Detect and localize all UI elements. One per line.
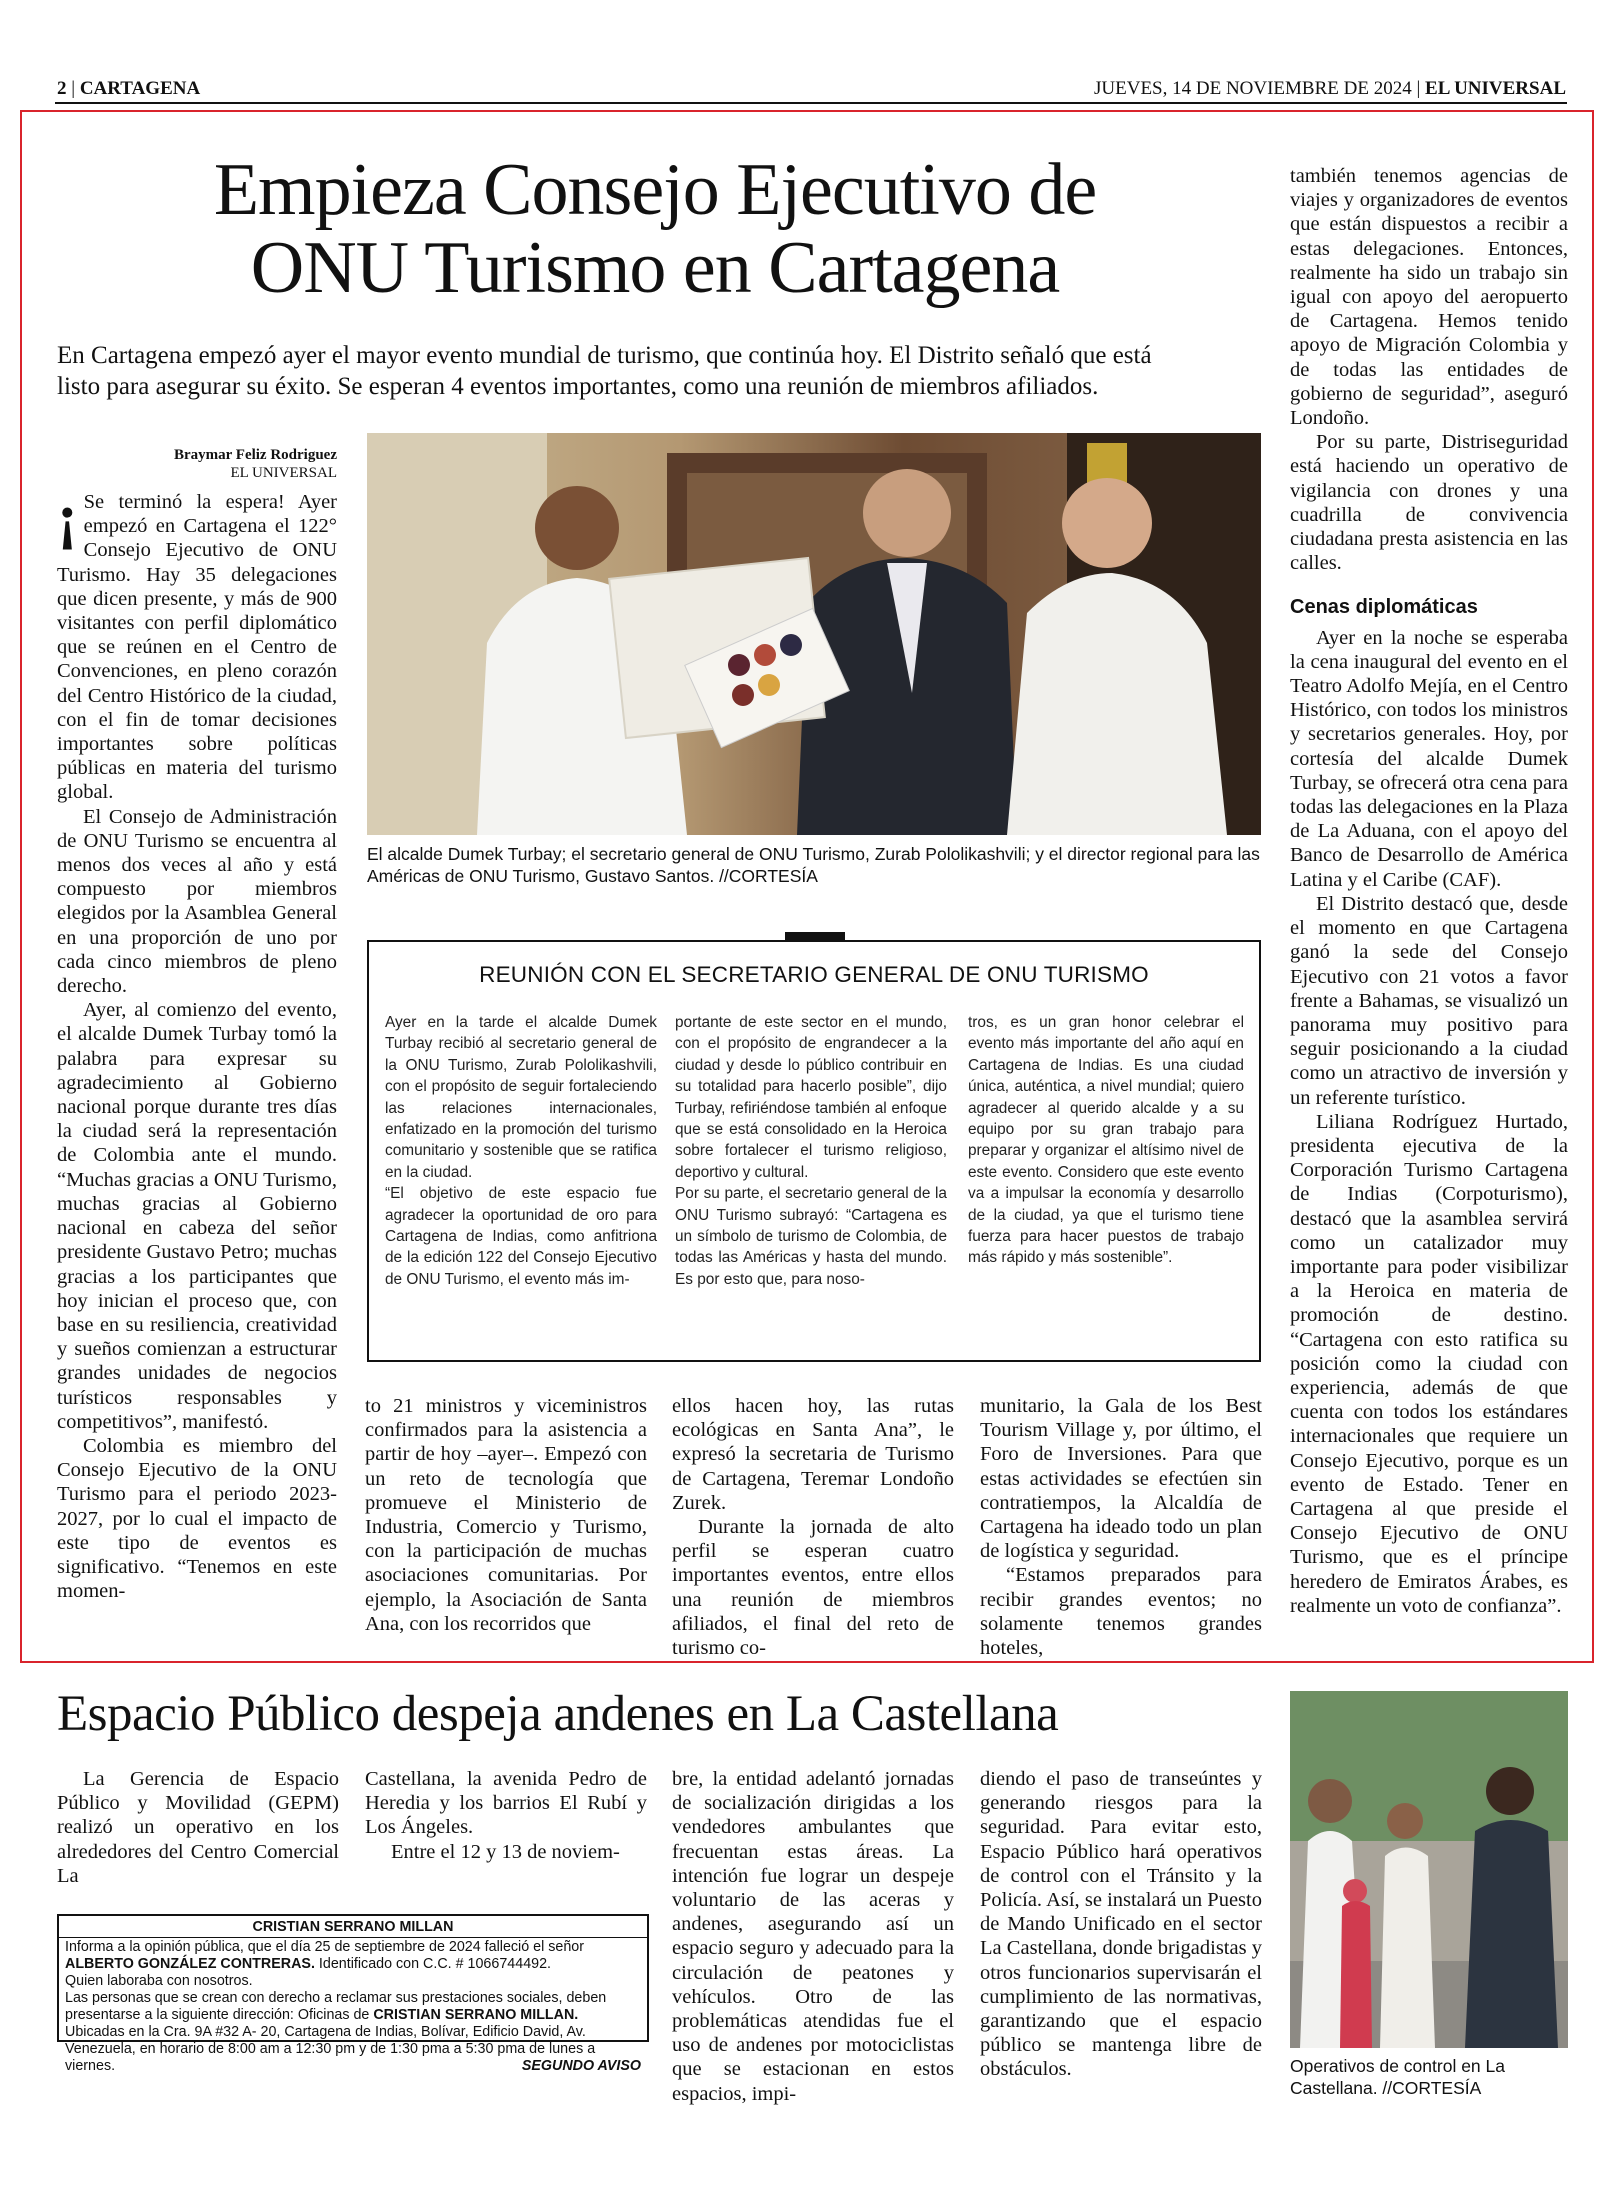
headline-line-2: ONU Turismo en Cartagena: [250, 226, 1060, 309]
drop-cap: ¡: [57, 483, 78, 551]
notice-line: [65, 1990, 641, 2075]
paragraph: Por su parte, el secretario general de la ONU Turismo subrayó: “Cartagena es un símbolo de turismo de Colombia, de todas las Américas y hasta del mundo. Es por esto que, para noso-: [675, 1185, 947, 1288]
legal-notice: [57, 1914, 649, 2074]
notice-text: Las personas que se crean con derecho a reclamar sus prestaciones sociales, deben presentarse a la siguiente dirección: Oficinas de: [65, 1990, 607, 2023]
notice-aviso: SEGUNDO AVISO: [521, 2058, 641, 2074]
paragraph: El Distrito destacó que, desde el momento en que Cartagena ganó la sede del Consejo Ejecutivo con 21 votos a favor frente a Bahamas, se visualizó un panorama muy positivo para seguir posicionando a la ciudad como un atractivo de inversión y un referente turístico.: [1290, 892, 1568, 1109]
article-column-1: [57, 483, 337, 1640]
article-2-column-3: [672, 1767, 954, 2105]
sidebar-box-title: REUNIÓN CON EL SECRETARIO GENERAL DE ONU TURISMO: [479, 962, 1149, 987]
article-column-4: [980, 1394, 1262, 1660]
subheading: Cenas diplomáticas: [1290, 596, 1478, 619]
section-name: CARTAGENA: [79, 78, 201, 99]
paragraph: to 21 ministros y viceministros confirmados para la asistencia a partir de hoy –ayer–. Empezó con un reto de tecnología que promueve el Ministerio de Industria, Comercio y Turismo, con la participación de muchas asociaciones comunitarias. Por ejemplo, la Asociación de Santa Ana, con los recorridos que: [365, 1395, 647, 1635]
paragraph: El Consejo de Administración de ONU Turismo se encuentra al menos dos veces al año y está compuesto por miembros elegidos por la Asamblea General en una proporción de uno por cada cinco miembros de pleno derecho.: [57, 805, 337, 998]
article-2-photo-caption: Operativos de control en La Castellana. //CORTESÍA: [1290, 2056, 1505, 2098]
article-headline: [60, 149, 1250, 309]
paragraph: “Estamos preparados para recibir grandes eventos; no solamente tenemos grandes hoteles,: [980, 1564, 1262, 1660]
sidebar-column-2: [675, 1012, 947, 1352]
paragraph: también tenemos agencias de viajes y organizadores de eventos que están dispuestos a recibir a estas delegaciones. Entonces, realmente ha sido un trabajo sin igual con apoyo del aeropuerto de Cartagena. Hemos tenido apoyo de Migración Colombia y de todas las entidades de gobierno de seguridad”, aseguró Londoño.: [1290, 165, 1568, 430]
article-2-column-4: [980, 1767, 1262, 2081]
paragraph: Durante la jornada de alto perfil se esperan cuatro importantes eventos, entre ellos una reunión de miembros afiliados, el final del reto de turismo co-: [672, 1516, 954, 1660]
paragraph-text: Se terminó la espera! Ayer empezó en Cartagena el 122° Consejo Ejecutivo de ONU Turismo. Hay 35 delegaciones que dicen presente, y más de 900 visitantes con perfil diplomático que se reúnen en el Centro de Convenciones, en pleno corazón del Centro Histórico de la ciudad, con el fin de tomar decisiones importantes sobre políticas públicas en materia del turismo global.: [57, 491, 337, 804]
article-column-2: [365, 1394, 647, 1649]
notice-line: [65, 1956, 641, 1973]
paragraph: Castellana, la avenida Pedro de Heredia y los barrios El Rubí y Los Ángeles.: [365, 1768, 647, 1839]
byline: [57, 446, 337, 482]
paragraph: bre, la entidad adelantó jornadas de socialización dirigidas a los vendedores ambulantes que frecuentan estas áreas. La intención fue lograr un despeje voluntario de las aceras y andenes, asegurando así un espacio seguro y adecuado para la circulación de peatones y vehículos. Otro de las problemáticas atendidas fue el uso de andenes por motociclistas que se estacionan en estos espacios, impi-: [672, 1768, 954, 2105]
article-2-column-2: [365, 1767, 647, 1907]
notice-employer: CRISTIAN SERRANO MILLAN.: [373, 2007, 579, 2023]
byline-outlet: EL UNIVERSAL: [230, 465, 337, 481]
sidebar-column-3: [968, 1012, 1244, 1352]
notice-id: Identificado con C.C. # 1066744492.: [318, 1956, 552, 1972]
paragraph: Por su parte, Distriseguridad está haciendo un operativo de vigilancia con drones y una cuadrilla de convivencia ciudadana presta asistencia en las calles.: [1290, 431, 1568, 575]
notice-title: CRISTIAN SERRANO MILLAN: [252, 1919, 454, 1935]
newspaper-name: EL UNIVERSAL: [1425, 78, 1566, 99]
deck-line-2: listo para asegurar su éxito. Se esperan 4 eventos importantes, como una reunión de miembros afiliados.: [57, 373, 1099, 400]
page-number: 2: [57, 78, 67, 99]
header-rule: [55, 102, 1567, 104]
paragraph: portante de este sector en el mundo, con el propósito de engrandecer a la ciudad y desde lo público contribuir en su totalidad para hacerlo posible”, dijo Turbay, refiriéndose también al enfoque que se está consolidado en la Heroica sobre fortalecer el turismo religioso, deportivo y cultural.: [675, 1014, 947, 1181]
byline-name: Braymar Feliz Rodriguez: [173, 447, 337, 463]
deck-line-1: En Cartagena empezó ayer el mayor evento mundial de turismo, que continúa hoy. El Distrito señaló que está: [57, 342, 1152, 369]
sidebar-box-tab: [785, 932, 845, 942]
paragraph: Ayer, al comienzo del evento, el alcalde Dumek Turbay tomó la palabra para expresar su agradecimiento al Gobierno nacional porque durante tres días la ciudad será la representación de Colombia ante el mundo. “Muchas gracias a ONU Turismo, muchas gracias al Gobierno nacional en cabeza del señor presidente Gustavo Petro; muchas gracias a los participantes que hoy inician el proceso que, con base en su resiliencia, creatividad y sueños comienzan a estructurar grandes unidades de negocios turísticos responsables y competitivos”, manifestó.: [57, 999, 337, 1433]
paragraph: tros, es un gran honor celebrar el evento más importante del año aquí en Cartagena de Indias. Es una ciudad única, auténtica, a nivel mundial; quiero agradecer al querido alcalde y a su equipo por su gran trabajo para preparar y organizar el altísimo nivel de este evento. Considero que este evento va a impulsar la economía y desarrollo de la ciudad, ya que el turismo tiene fuerza para hacer puestos de trabajo más rápido y más sostenible”.: [968, 1014, 1244, 1267]
paragraph: Entre el 12 y 13 de noviem-: [391, 1840, 620, 1863]
page-header-left: [57, 78, 200, 100]
notice-line: Quien laboraba con nosotros.: [65, 1973, 253, 1989]
paragraph: La Gerencia de Espacio Público y Movilidad (GEPM) realizó un operativo en los alrededores del Centro Comercial La: [57, 1768, 339, 1887]
paragraph: [57, 483, 337, 805]
paragraph: munitario, la Gala de los Best Tourism Village y, por último, el Foro de Inversiones. Para que estas actividades se efectúen sin contratiempos, la Alcaldía de Cartagena ha ideado todo un plan de logística y seguridad.: [980, 1395, 1262, 1563]
article-column-3: [672, 1394, 954, 1660]
paragraph: Ayer en la noche se esperaba la cena inaugural del evento en el Teatro Adolfo Mejía, en el Centro Histórico, con todos los ministros y secretarios generales. Hoy, por cortesía del alcalde Dumek Turbay, se ofrecerá otra cena para todas las delegaciones en la Plaza de La Aduana, con el apoyo del Banco de Desarrollo de América Latina y el Caribe (CAF).: [1290, 626, 1568, 891]
paragraph: Colombia es miembro del Consejo Ejecutivo de la ONU Turismo para el periodo 2023-2027, por lo cual el impacto de este tipo de eventos es significativo. “Tenemos en este momen-: [57, 1434, 337, 1603]
photo-illustration: [1290, 1691, 1568, 2048]
article-2-headline: Espacio Público despeja andenes en La Castellana: [57, 1686, 1059, 1742]
paragraph: diendo el paso de transeúntes y generando riesgos para la seguridad. Para evitar esto, Espacio Público hará operativos de control con el Tránsito y la Policía. Así, se instalará un Puesto de Mando Unificado en el sector La Castellana, donde brigadistas y otros funcionarios supervisarán el cumplimiento de las normativas, garantizando que el espacio público se mantenga libre de obstáculos.: [980, 1768, 1262, 2081]
article-2-photo: [1290, 1691, 1568, 2048]
header-separator: |: [71, 78, 80, 99]
notice-line: Informa a la opinión pública, que el día 25 de septiembre de 2024 falleció el señor: [65, 1939, 585, 1955]
paragraph: ellos hacen hoy, las rutas ecológicas en Santa Ana”, le expresó la secretaria de Turismo de Cartagena, Teremar Londoño Zurek.: [672, 1395, 954, 1514]
main-photo: [367, 433, 1261, 835]
issue-date: JUEVES, 14 DE NOVIEMBRE DE 2024: [1094, 78, 1412, 99]
notice-deceased-name: ALBERTO GONZÁLEZ CONTRERAS.: [65, 1956, 315, 1972]
article-deck: [57, 340, 1257, 402]
photo-illustration: [367, 433, 1261, 835]
sidebar-column-1: [385, 1012, 657, 1352]
article-2-column-1: [57, 1767, 339, 1897]
paragraph: Liliana Rodríguez Hurtado, presidenta ejecutiva de la Corporación Turismo Cartagena de Indias (Corpoturismo), destacó que la asamblea servirá como un catalizador muy importante para poder visibilizar a la Heroica en materia de promoción de destino. “Cartagena con esto ratifica su posición como la ciudad con experiencia, además de que cuenta con todos los estándares internacionales que requiere un Consejo Ejecutivo, porque es un evento de Estado. Tener en Cartagena al que preside el Consejo Ejecutivo de ONU Turismo, que es el príncipe heredero de Emiratos Árabes, es realmente un voto de confianza”.: [1290, 1110, 1568, 1617]
notice-address: Ubicadas en la Cra. 9A #32 A- 20, Cartagena de Indias, Bolívar, Edificio David, Av. Venezuela, en horario de 8:00 am a 12:30 pm y de 1:30 pma a 5:30 pma de lunes a viernes.: [65, 2024, 596, 2074]
headline-line-1: Empieza Consejo Ejecutivo de: [213, 149, 1097, 231]
paragraph: Ayer en la tarde el alcalde Dumek Turbay recibió al secretario general de la ONU Turismo, Zurab Pololikashvili, con el propósito de seguir fortaleciendo las relaciones internacionales, enfatizado en la promoción del turismo comunitario y sostenible que se ratifica en la ciudad.: [385, 1014, 657, 1181]
header-separator: |: [1416, 78, 1426, 99]
page-header-right: [1094, 78, 1566, 100]
photo-caption: El alcalde Dumek Turbay; el secretario general de ONU Turismo, Zurab Pololikashvili; y el director regional para las Américas de ONU Turismo, Gustavo Santos. //CORTESÍA: [367, 844, 1260, 886]
paragraph: “El objetivo de este espacio fue agradecer la oportunidad de oro para Cartagena de Indias, como anfitriona de la edición 122 del Consejo Ejecutivo de ONU Turismo, el evento más im-: [385, 1185, 657, 1288]
article-column-5: [1290, 164, 1568, 1649]
